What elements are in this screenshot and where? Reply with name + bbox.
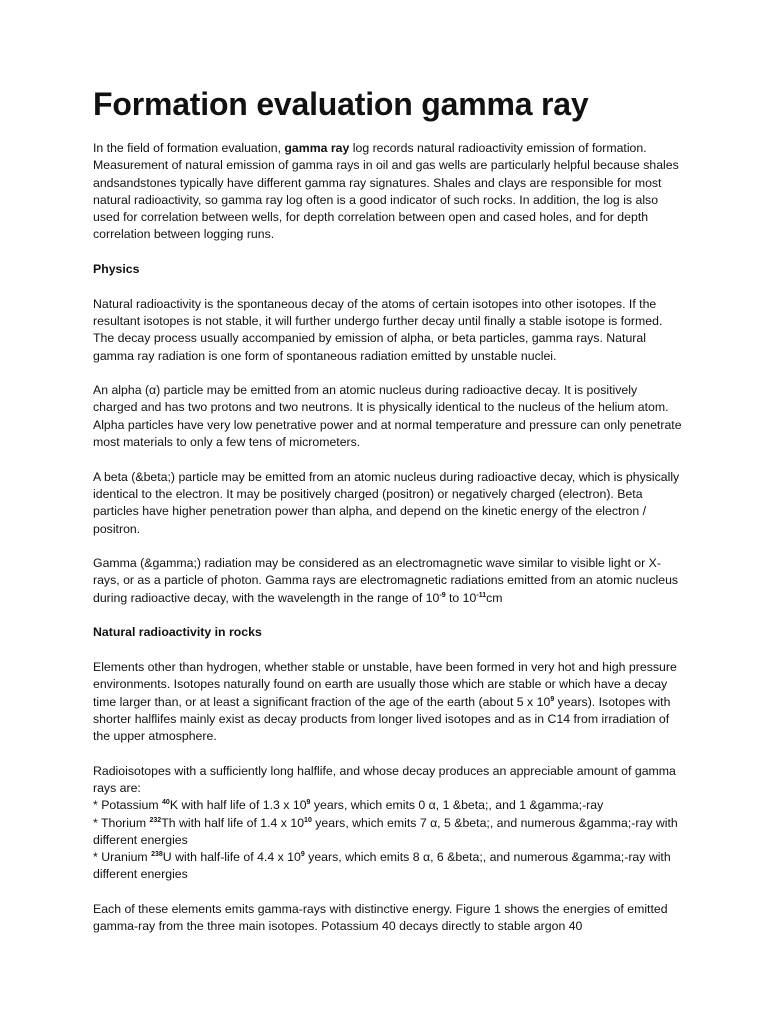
isotope-text: years, which emits 8 α, 6 &beta;, and numerous &gamma;-ray with different energies xyxy=(93,850,671,882)
physics-paragraph-beta: A beta (&beta;) particle may be emitted from an atomic nucleus during radioactive decay, which is physically identical to the electron. It may be positively charged (positron) or negatively charged (electron). Beta particles have higher penetration power than alpha, and depend on the kinetic energy of the electron / positron. xyxy=(93,469,680,536)
superscript: 9 xyxy=(306,799,311,807)
superscript: 40 xyxy=(162,799,170,807)
isotope-text: U with half-life of 4.4 x 10 xyxy=(162,850,301,865)
superscript: 238 xyxy=(151,851,163,859)
rocks-text-start: Elements other than hydrogen, whether stable or unstable, have been formed in very hot and high pressure environments. Isotopes naturally found on earth are usually those which are stable or which have a decay time larger than, or at least a significant fraction of the age of the earth (about 5 x 10 xyxy=(93,659,677,709)
superscript: -9 xyxy=(439,591,446,599)
superscript: -11 xyxy=(476,591,487,599)
rocks-paragraph-isotopes xyxy=(93,763,683,884)
superscript: 9 xyxy=(300,851,305,859)
isotope-text: * Uranium xyxy=(93,850,152,865)
physics-paragraph-alpha: An alpha (α) particle may be emitted from an atomic nucleus during radioactive decay. It is positively charged and has two protons and two neutrons. It is physically identical to the nucleus of the helium atom. Alpha particles have very low penetrative power and at normal temperature and pressure can only penetrate most materials to only a few tens of micrometers. xyxy=(93,383,682,450)
intro-text-start: In the field of formation evaluation, xyxy=(93,141,285,155)
isotope-text: years, which emits 0 α, 1 &beta;, and 1 &gamma;-ray xyxy=(310,798,604,813)
physics-paragraph-gamma xyxy=(93,555,683,607)
section-heading-rocks: Natural radioactivity in rocks xyxy=(93,625,262,640)
isotope-text: Th with half life of 1.4 x 10 xyxy=(161,815,305,830)
intro-bold-term: gamma ray xyxy=(284,141,350,155)
isotope-text: * Thorium xyxy=(93,815,150,830)
gamma-text-start: Gamma (&gamma;) radiation may be considered as an electromagnetic wave similar to visible light or X-rays, or as a particle of photon. Gamma rays are electromagnetic radiations emitted from an atomic nucleus during radioactive decay, with the wavelength in the range of 10 xyxy=(93,556,679,605)
physics-paragraph-1: Natural radioactivity is the spontaneous decay of the atoms of certain isotopes into other isotopes. If the resultant isotopes is not stable, it will further undergo further decay until finally a stable isotope is formed. The decay process usually accompanied by emission of alpha, or beta particles, gamma rays. Natural gamma ray radiation is one form of spontaneous radiation emitted by unstable nuclei. xyxy=(93,296,663,363)
isotope-uranium xyxy=(93,850,671,881)
gamma-text-end: cm xyxy=(486,590,503,605)
isotope-text: years, which emits 7 α, 5 &beta;, and numerous &gamma;-ray with different energies xyxy=(93,815,678,847)
isotope-text: * Potassium xyxy=(93,798,163,813)
isotopes-intro: Radioisotopes with a sufficiently long halflife, and whose decay produces an appreciable amount of gamma rays are: xyxy=(93,763,676,795)
isotope-thorium xyxy=(93,816,678,847)
intro-text-end: log records natural radioactivity emission of formation. Measurement of natural emission of gamma rays in oil and gas wells are particularly helpful because shales andsandstones typically have different gamma ray signatures. Shales and clays are responsible for most natural radioactivity, so gamma ray log often is a good indicator of such rocks. In addition, the log is also used for correlation between wells, for depth correlation between open and cased holes, and for depth correlation between logging runs. xyxy=(93,141,679,242)
intro-paragraph xyxy=(93,140,683,244)
page-title: Formation evaluation gamma ray xyxy=(93,86,589,122)
superscript: 232 xyxy=(149,816,162,824)
document-page xyxy=(93,84,683,953)
rocks-text-end: years). Isotopes with shorter halflifes mainly exist as decay products from longer lived isotopes and as in C14 from irradiation of the upper atmosphere. xyxy=(93,694,671,744)
gamma-text-mid: to 10 xyxy=(445,590,477,605)
section-heading-physics: Physics xyxy=(93,262,140,277)
isotope-text: K with half life of 1.3 x 10 xyxy=(169,798,307,813)
isotope-potassium xyxy=(93,798,603,812)
rocks-paragraph-energies: Each of these elements emits gamma-rays with distinctive energy. Figure 1 shows the energies of emitted gamma-ray from the three main isotopes. Potassium 40 decays directly to stable argon 40 xyxy=(93,902,668,934)
superscript: 9 xyxy=(550,695,555,703)
superscript: 10 xyxy=(304,816,312,824)
rocks-paragraph-1 xyxy=(93,659,683,745)
